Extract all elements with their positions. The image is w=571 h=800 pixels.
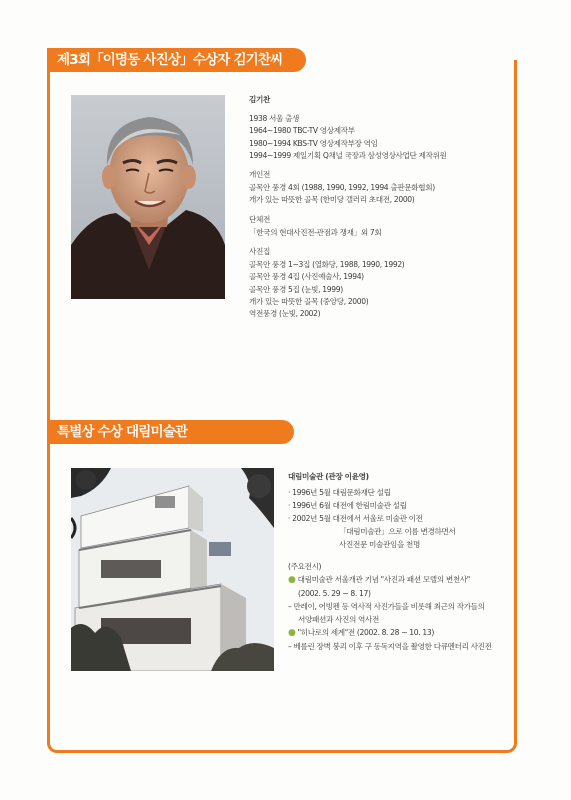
solo-title: 개인전 <box>249 170 270 180</box>
book-line: 골목안 풍경 5집 (눈빛, 1999) <box>249 284 343 294</box>
museum-building-photo <box>71 468 274 671</box>
book-line: 역전풍경 (눈빛, 2002) <box>249 309 321 319</box>
winner-name: 김기찬 <box>249 95 270 104</box>
exhibit-line: – 베를린 장벽 붕괴 이후 구 동독지역을 촬영한 다큐멘터리 사진전 <box>288 642 492 652</box>
books-title: 사진집 <box>249 247 270 257</box>
history-line: · 1996년 5월 대림문화재단 설립 <box>288 488 391 498</box>
history-line: · 2002년 5월 대전에서 서울로 미술관 이전 <box>288 514 423 524</box>
museum-column <box>288 470 492 653</box>
book-line: 골목안 풍경 4집 (사진예술사, 1994) <box>249 272 364 282</box>
bio-line: 1980~1994 KBS-TV 영상제작부장 역임 <box>249 138 378 148</box>
bio-line: 1964~1980 TBC-TV 영상제작부 <box>249 126 355 136</box>
bullet-icon: ● <box>288 574 296 585</box>
exhibit-line: ● "히나로의 세계"전 (2002. 8. 28 ~ 10. 13) <box>288 628 434 639</box>
exhibit-sub-line: 서양패션과 사진의 역사전 <box>298 614 379 624</box>
solo-line: 골목안 풍경 4회 (1988, 1990, 1992, 1994 출판문화협회) <box>249 183 435 193</box>
history-line: 「대림미술관」으로 이름 변경하면서 <box>339 527 456 537</box>
bio-column <box>249 94 447 327</box>
history-line: 사진전문 미술관임을 천명 <box>339 540 420 550</box>
exhibit-line: ● 대림미술관 서울개관 기념 "사진과 패션 모델의 변천사" <box>288 574 470 585</box>
group-line: 「한국의 현대사진전-관점과 쟁재」외 7회 <box>249 227 382 237</box>
bullet-icon: ● <box>288 628 296 639</box>
group-title: 단체전 <box>249 214 270 224</box>
photo-books <box>249 246 447 320</box>
solo-exhibitions <box>249 169 447 207</box>
portrait-photo <box>71 95 225 299</box>
section1-banner: 제3회「이명동 사진상」수상자 김기찬씨 <box>47 48 306 72</box>
bio-list <box>249 113 447 162</box>
book-line: 골목안 풍경 1~3집 (열화당, 1988, 1990, 1992) <box>249 260 405 270</box>
exhibit-sub-line: (2002. 5. 29 ~ 8. 17) <box>298 588 371 598</box>
group-exhibitions <box>249 214 447 239</box>
bio-line: 1994~1999 제일기획 Q채널 국장과 삼성영상사업단 제작위원 <box>249 150 447 160</box>
exhibits-title: (주요전시) <box>288 561 322 571</box>
book-line: 개가 있는 따뜻한 골목 (중앙당, 2000) <box>249 296 369 306</box>
history-line: · 1996년 6월 대전에 한림미술관 설립 <box>288 501 407 511</box>
solo-line: 개가 있는 따뜻한 골목 (한미당 갤러리 초대전, 2000) <box>249 195 415 205</box>
exhibit-line: – 만레이, 어빙펜 등 역사적 사진가들을 비롯해 최근의 작가들의 <box>288 601 485 611</box>
section2-banner: 특별상 수상 대림미술관 <box>47 420 294 444</box>
museum-heading: 대림미술관 (관장 이윤영) <box>288 472 369 481</box>
bio-line: 1938 서울 출생 <box>249 114 299 124</box>
